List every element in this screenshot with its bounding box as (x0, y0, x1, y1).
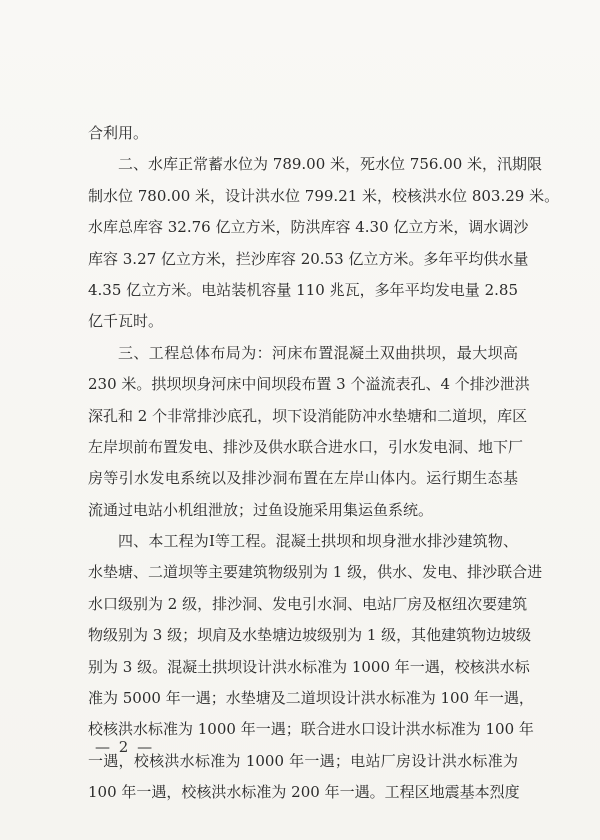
text-line: 深孔和 2 个非常排沙底孔，坝下设消能防冲水垫塘和二道坝，库区 (88, 406, 528, 425)
text-line: 亿千瓦时。 (88, 312, 164, 331)
text-line: 水库总库容 32.76 亿立方米，防洪库容 4.30 亿立方米，调水调沙 (88, 218, 529, 237)
text-line: 四、本工程为Ⅰ等工程。混凝土拱坝和坝身泄水排沙建筑物、 (118, 532, 518, 551)
text-line: 流通过电站小机组泄放；过鱼设施采用集运鱼系统。 (88, 500, 434, 519)
text-line: 房等引水发电系统以及排沙洞布置在左岸山体内。运行期生态基 (88, 469, 518, 488)
text-line: 左岸坝前布置发电、排沙及供水联合进水口，引水发电洞、地下厂 (88, 437, 524, 456)
text-line: 校核洪水标准为 1000 年一遇；联合进水口设计洪水标准为 100 年 (88, 720, 534, 739)
page-number: — 2 — (95, 738, 155, 756)
text-line: 物级别为 3 级；坝肩及水垫塘边坡级别为 1 级，其他建筑物边坡级 (88, 626, 532, 645)
text-line: 二、水库正常蓄水位为 789.00 米，死水位 756.00 米，汛期限 (118, 155, 543, 174)
text-line: 制水位 780.00 米，设计洪水位 799.21 米，校核洪水位 803.29 米。 (88, 186, 560, 205)
text-line: 100 年一遇，校核洪水标准为 200 年一遇。工程区地震基本烈度 (88, 783, 520, 802)
text-line: 230 米。拱坝坝身河床中间坝段布置 3 个溢流表孔、4 个排沙泄洪 (88, 375, 530, 394)
text-line: 一遇，校核洪水标准为 1000 年一遇；电站厂房设计洪水标准为 (88, 751, 518, 770)
text-line: 4.35 亿立方米。电站装机容量 110 兆瓦，多年平均发电量 2.85 (88, 280, 518, 299)
text-line: 水垫塘、二道坝等主要建筑物级别为 1 级，供水、发电、排沙联合进 (88, 563, 543, 582)
text-line: 合利用。 (88, 124, 149, 142)
text-line: 库容 3.27 亿立方米，拦沙库容 20.53 亿立方米。多年平均供水量 (88, 249, 529, 268)
text-line: 水口级别为 2 级，排沙洞、发电引水洞、电站厂房及枢纽次要建筑 (88, 594, 528, 613)
text-line: 三、工程总体布局为：河床布置混凝土双曲拱坝，最大坝高 (118, 343, 518, 362)
body-text (88, 118, 560, 809)
text-line: 别为 3 级。混凝土拱坝设计洪水标准为 1000 年一遇，校核洪水标 (88, 657, 530, 676)
text-line: 准为 5000 年一遇；水垫塘及二道坝设计洪水标准为 100 年一遇， (88, 689, 534, 708)
